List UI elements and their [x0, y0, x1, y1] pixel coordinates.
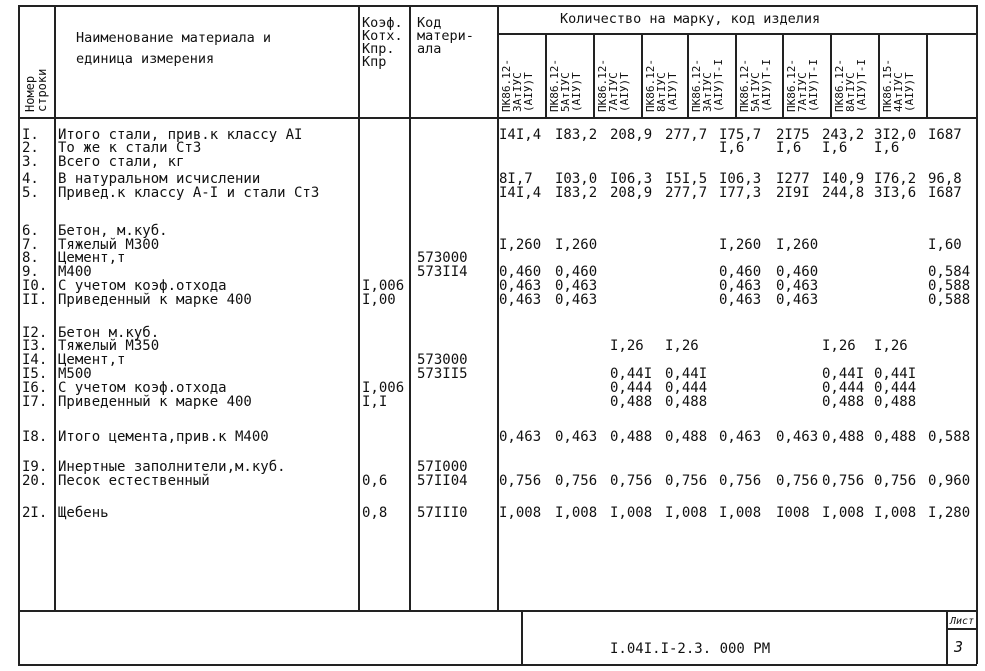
product-code-header: [645, 59, 678, 112]
product-code-line: (AIУ)T-I: [855, 59, 868, 112]
product-code-line: ПК86.12-: [738, 59, 751, 112]
quantity-cell: 0,756: [555, 473, 598, 489]
material-name: М500: [58, 366, 92, 382]
row-number: II.: [22, 292, 48, 308]
row-number: 4.: [22, 171, 39, 187]
product-code-line: 7AтIУС: [607, 72, 620, 112]
coef-value: 0,8: [362, 505, 388, 521]
material-name: Щебень: [58, 505, 109, 521]
quantity-cell: 277,7: [665, 185, 708, 201]
quantity-cell: I,6: [822, 140, 848, 156]
header-row-number-line2: строки: [35, 68, 49, 112]
col-line-product: [545, 33, 547, 117]
row-number: 5.: [22, 185, 39, 201]
product-code-line: (AIУ)T: [666, 72, 679, 112]
quantity-cell: I03,0: [555, 171, 598, 187]
coef-value: I,006: [362, 380, 405, 396]
material-code: 573000: [417, 250, 468, 266]
sheet-label: Лист: [950, 616, 975, 627]
product-code-line: 5AтIУС: [749, 72, 762, 112]
row-number: I8.: [22, 429, 48, 445]
quantity-cell: I,26: [822, 338, 856, 354]
quantity-cell: 277,7: [665, 127, 708, 143]
quantity-cell: I83,2: [555, 127, 598, 143]
coef-value: 0,6: [362, 473, 388, 489]
quantity-cell: 0,463: [719, 278, 762, 294]
material-name: В натуральном исчислении: [58, 171, 261, 187]
product-code-line: 8AтIУС: [655, 72, 668, 112]
material-name: Цемент,т: [58, 250, 126, 266]
quantity-cell: 0,756: [610, 473, 653, 489]
material-name: Инертные заполнители,м.куб.: [58, 459, 286, 475]
footer-top-line: [18, 610, 977, 612]
quantity-cell: I,260: [719, 237, 762, 253]
sheet-number: 3: [954, 638, 964, 656]
col-line-product: [878, 33, 880, 117]
quantity-cell: 8I,7: [499, 171, 533, 187]
product-code-line: ПК86.12-: [833, 59, 846, 112]
product-code-header: [834, 59, 867, 112]
quantity-cell: I,008: [874, 505, 917, 521]
material-name: Бетон, м.куб.: [58, 223, 168, 239]
product-code-header: [597, 59, 630, 112]
product-code-line: ПК86.12-: [548, 59, 561, 112]
quantity-cell: I,008: [499, 505, 542, 521]
row-number: 2.: [22, 140, 39, 156]
quantity-cell: I,26: [874, 338, 908, 354]
material-code: 57I000: [417, 459, 468, 475]
col-line-product: [926, 33, 928, 117]
product-code-line: (AIУ)T: [618, 72, 631, 112]
col-line-product: [735, 33, 737, 117]
quantity-cell: I75,7: [719, 127, 762, 143]
quantity-cell: 0,488: [610, 429, 653, 445]
quantity-cell: 208,9: [610, 127, 653, 143]
header-row-number: [24, 69, 48, 112]
col-line-number: [54, 5, 56, 610]
quantity-cell: 3I2,0: [874, 127, 917, 143]
frame-bottom: [18, 664, 977, 666]
quantity-cell: I687: [928, 127, 962, 143]
quantity-cell: 2I75: [776, 127, 810, 143]
row-number: I6.: [22, 380, 48, 396]
quantity-cell: 2I9I: [776, 185, 810, 201]
quantity-cell: 0,756: [499, 473, 542, 489]
quantity-cell: I,260: [555, 237, 598, 253]
product-code-line: ПК86.12-: [596, 59, 609, 112]
quantity-cell: 0,756: [874, 473, 917, 489]
coef-value: I,006: [362, 278, 405, 294]
header-quantity: Количество на марку, код изделия: [560, 11, 821, 27]
quantity-cell: 0,460: [499, 264, 542, 280]
quantity-cell: 0,444: [665, 380, 708, 396]
footer-divider: [521, 610, 523, 664]
row-number: 3.: [22, 154, 39, 170]
row-number: I2.: [22, 325, 48, 341]
quantity-cell: 0,44I: [822, 366, 865, 382]
quantity-cell: I76,2: [874, 171, 917, 187]
quantity-cell: I,008: [610, 505, 653, 521]
product-code-line: (AIУ)T: [903, 72, 916, 112]
quantity-cell: 0,588: [928, 278, 971, 294]
material-name: С учетом коэф.отхода: [58, 278, 227, 294]
quantity-cell: 0,463: [499, 278, 542, 294]
frame-right: [976, 5, 978, 664]
quantity-cell: 0,488: [665, 429, 708, 445]
product-code-line: ПК86.15-: [881, 59, 894, 112]
product-code-line: (AIУ)T-I: [807, 59, 820, 112]
material-name: Цемент,т: [58, 352, 126, 368]
product-code-header: [786, 59, 819, 112]
header-coef-line1: Коэф.: [362, 15, 403, 31]
quantity-cell: I,008: [555, 505, 598, 521]
coef-value: I,I: [362, 394, 388, 410]
quantity-cell: I277: [776, 171, 810, 187]
quantity-cell: 0,44I: [665, 366, 708, 382]
row-number: I3.: [22, 338, 48, 354]
row-number: I7.: [22, 394, 48, 410]
col-line-material: [358, 5, 360, 610]
quantity-cell: 0,460: [719, 264, 762, 280]
quantity-cell: I40,9: [822, 171, 865, 187]
product-code-header: [501, 59, 534, 112]
quantity-cell: I06,3: [610, 171, 653, 187]
material-name: Итого стали, прив.к классу AI: [58, 127, 303, 143]
quantity-cell: 0,463: [776, 278, 819, 294]
col-line-product: [687, 33, 689, 117]
footer-sheet-line: [946, 628, 977, 630]
material-name: То же к стали Ст3: [58, 140, 202, 156]
quantity-cell: 0,444: [610, 380, 653, 396]
product-code-header: [691, 59, 724, 112]
product-code-line: (AIУ)T: [570, 72, 583, 112]
product-code-header: [739, 59, 772, 112]
header-material-line1: Наименование материала и: [76, 30, 272, 46]
quantity-cell: 0,444: [822, 380, 865, 396]
quantity-cell: 0,444: [874, 380, 917, 396]
quantity-cell: I,6: [874, 140, 900, 156]
quantity-cell: 0,756: [665, 473, 708, 489]
quantity-cell: I77,3: [719, 185, 762, 201]
row-number: 8.: [22, 250, 39, 266]
product-code-line: 3AтIУС: [511, 72, 524, 112]
material-name: М400: [58, 264, 92, 280]
header-material-line2: единица измерения: [76, 51, 215, 67]
material-name: С учетом коэф.отхода: [58, 380, 227, 396]
quantity-cell: 0,588: [928, 429, 971, 445]
material-name: Итого цемента,прив.к М400: [58, 429, 269, 445]
product-code-line: ПК86.12-: [644, 59, 657, 112]
quantity-cell: 0,588: [928, 292, 971, 308]
product-code-line: 3AтIУС: [701, 72, 714, 112]
row-number: 9.: [22, 264, 39, 280]
row-number: I9.: [22, 459, 48, 475]
header-coef-line2: Котх.: [362, 28, 403, 44]
quantity-cell: I06,3: [719, 171, 762, 187]
quantity-cell: 3I3,6: [874, 185, 917, 201]
material-name: Всего стали, кг: [58, 154, 185, 170]
quantity-cell: I,280: [928, 505, 971, 521]
quantity-cell: I,260: [776, 237, 819, 253]
quantity-cell: 0,488: [822, 394, 865, 410]
quantity-cell: 0,488: [874, 429, 917, 445]
material-name: Приведенный к марке 400: [58, 394, 252, 410]
quantity-cell: I83,2: [555, 185, 598, 201]
product-code-line: 4AтIУС: [892, 72, 905, 112]
quantity-cell: I,260: [499, 237, 542, 253]
row-number: 20.: [22, 473, 48, 489]
header-row-number-line1: Номер: [23, 75, 37, 112]
quantity-cell: I4I,4: [499, 185, 542, 201]
quantity-cell: 0,960: [928, 473, 971, 489]
quantity-cell: 0,44I: [610, 366, 653, 382]
material-code: 57II04: [417, 473, 468, 489]
product-code-line: ПК86.12-: [500, 59, 513, 112]
material-name: Тяжелый М350: [58, 338, 160, 354]
col-line-product: [782, 33, 784, 117]
quantity-cell: I,008: [822, 505, 865, 521]
product-code-line: (AIУ)T-I: [760, 59, 773, 112]
quantity-cell: 0,756: [822, 473, 865, 489]
quantity-cell: 0,463: [719, 429, 762, 445]
header-coef-line4: Кпр: [362, 54, 387, 70]
material-name: Бетон м.куб.: [58, 325, 160, 341]
material-name: Привед.к классу A-I и стали Ст3: [58, 185, 320, 201]
quantity-cell: 0,488: [665, 394, 708, 410]
row-number: I.: [22, 127, 39, 143]
quantity-cell: 0,463: [776, 429, 819, 445]
quantity-cell: I,008: [665, 505, 708, 521]
quantity-cell: 243,2: [822, 127, 865, 143]
quantity-cell: 0,488: [874, 394, 917, 410]
quantity-cell: 0,488: [822, 429, 865, 445]
quantity-cell: 208,9: [610, 185, 653, 201]
quantity-cell: I,008: [719, 505, 762, 521]
quantity-cell: 0,756: [776, 473, 819, 489]
quantity-cell: 0,463: [776, 292, 819, 308]
quantity-cell: 0,44I: [874, 366, 917, 382]
quantity-cell: I687: [928, 185, 962, 201]
header-code-line3: ала: [417, 41, 442, 57]
product-code-line: 8AтIУС: [844, 72, 857, 112]
quantity-cell: 0,463: [499, 292, 542, 308]
product-code-line: (AIУ)T-I: [712, 59, 725, 112]
quantity-cell: 96,8: [928, 171, 962, 187]
document-designation: I.04I.I-2.3. 000 РМ: [610, 641, 771, 657]
quantity-cell: I4I,4: [499, 127, 542, 143]
quantity-cell: I5I,5: [665, 171, 708, 187]
col-line-product: [593, 33, 595, 117]
material-name: Тяжелый М300: [58, 237, 160, 253]
quantity-cell: 0,488: [610, 394, 653, 410]
material-code: 573II5: [417, 366, 468, 382]
material-name: Песок естественный: [58, 473, 210, 489]
quantity-cell: 0,584: [928, 264, 971, 280]
product-code-line: 5AтIУС: [559, 72, 572, 112]
col-line-product: [830, 33, 832, 117]
material-code: 57III0: [417, 505, 468, 521]
coef-value: I,00: [362, 292, 396, 308]
row-number: I5.: [22, 366, 48, 382]
quantity-cell: I,26: [665, 338, 699, 354]
quantity-cell: 0,756: [719, 473, 762, 489]
quantity-cell: 0,460: [555, 264, 598, 280]
col-line-coef: [409, 5, 411, 610]
quantity-cell: I008: [776, 505, 810, 521]
product-code-header: [882, 59, 915, 112]
product-code-header: [549, 59, 582, 112]
header-code-line1: Код: [417, 15, 442, 31]
product-code-line: 7AтIУС: [796, 72, 809, 112]
material-name: Приведенный к марке 400: [58, 292, 252, 308]
quantity-cell: I,6: [719, 140, 745, 156]
quantity-cell: I,6: [776, 140, 802, 156]
frame-left: [18, 5, 20, 664]
material-code: 573000: [417, 352, 468, 368]
quantity-cell: 0,460: [776, 264, 819, 280]
quantity-cell: 244,8: [822, 185, 865, 201]
row-number: I0.: [22, 278, 48, 294]
product-code-line: (AIУ)T: [522, 72, 535, 112]
quantity-cell: 0,463: [555, 278, 598, 294]
row-number: 7.: [22, 237, 39, 253]
row-number: 6.: [22, 223, 39, 239]
row-number: 2I.: [22, 505, 48, 521]
quantity-cell: 0,463: [555, 429, 598, 445]
quantity-cell: 0,463: [719, 292, 762, 308]
quantity-cell: I,60: [928, 237, 962, 253]
row-number: I4.: [22, 352, 48, 368]
header-code-line2: матери-: [417, 28, 474, 44]
product-code-line: ПК86.12-: [785, 59, 798, 112]
quantity-cell: 0,463: [555, 292, 598, 308]
quantity-header-line: [497, 33, 977, 35]
quantity-cell: I,26: [610, 338, 644, 354]
material-code: 573II4: [417, 264, 468, 280]
footer-divider-sheet: [946, 610, 948, 664]
product-code-line: ПК86.12-: [690, 59, 703, 112]
header-coef-line3: Кпр.: [362, 41, 395, 57]
quantity-cell: 0,463: [499, 429, 542, 445]
col-line-product: [641, 33, 643, 117]
